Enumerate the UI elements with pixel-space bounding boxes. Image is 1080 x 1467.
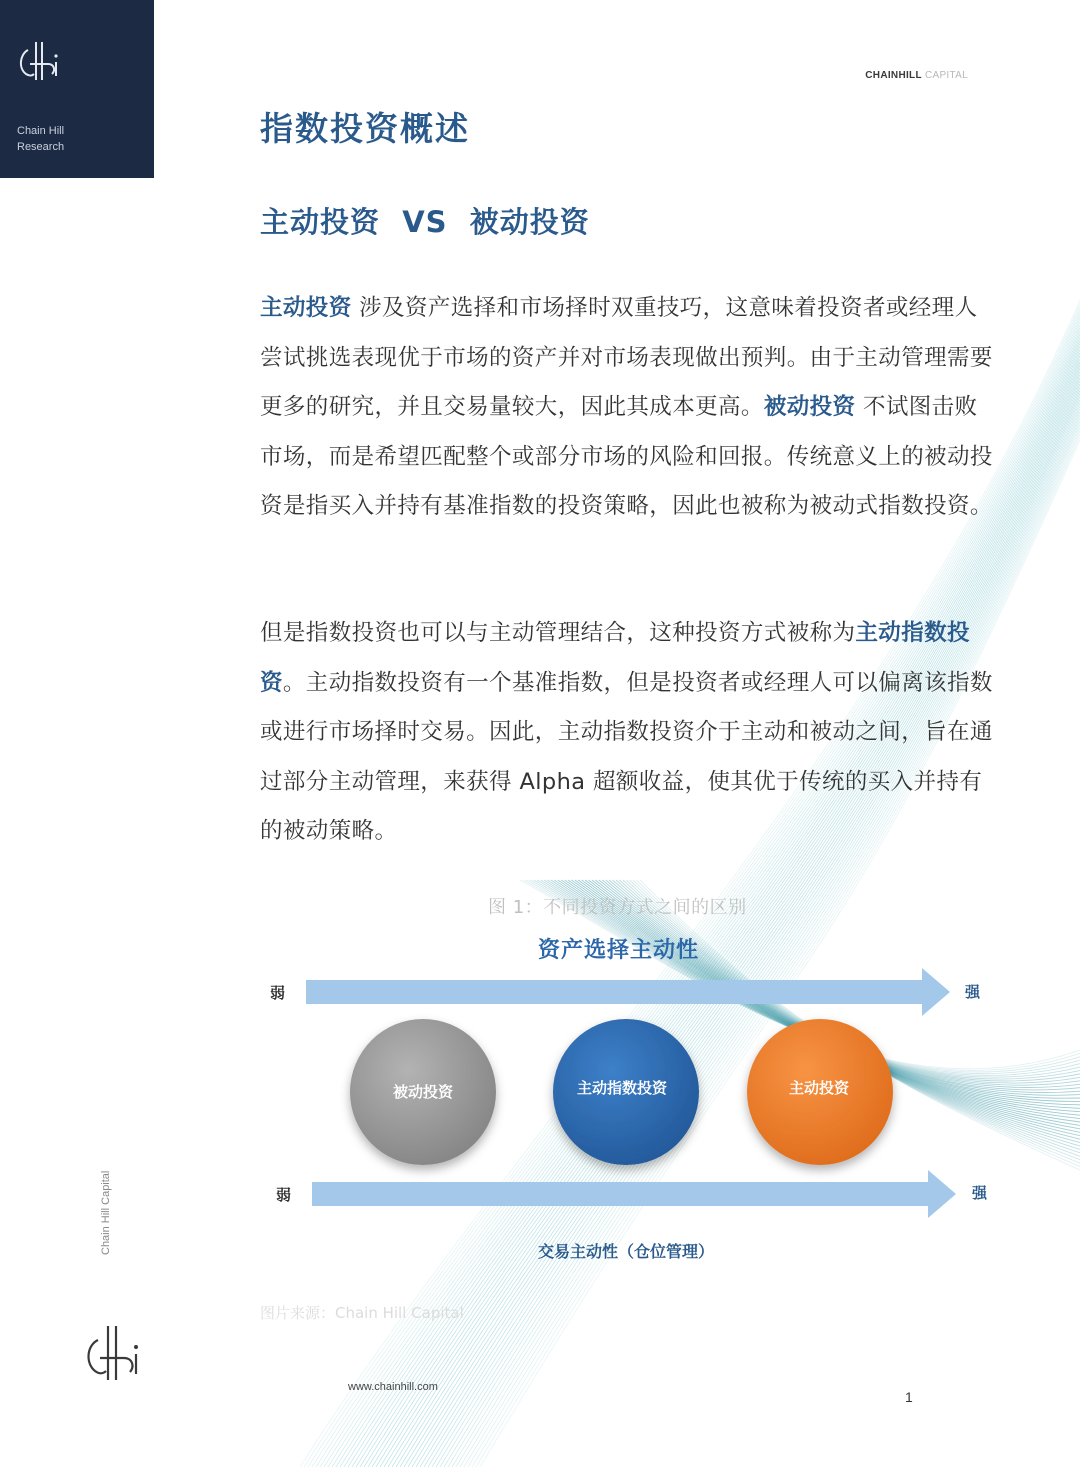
background-wave-line (432, 403, 1080, 1467)
keyword-active-index-investing: 主动指数投资 (260, 620, 970, 696)
page-title: 指数投资概述 (260, 109, 470, 148)
background-wave-line (404, 381, 1080, 1467)
background-wave-line (420, 393, 1080, 1467)
background-wave-line (408, 384, 1080, 1467)
background-wave-line (436, 406, 1080, 1467)
header-brand (865, 70, 968, 81)
figure-source: 图片来源：Chain Hill Capital (260, 1304, 464, 1322)
paragraph-active-vs-passive (260, 284, 1000, 532)
circle-label-active-index: 主动指数投资 (576, 1079, 668, 1097)
circle-active (747, 1019, 893, 1165)
background-wave-line (428, 400, 1080, 1467)
paragraph2-text1: 但是指数投资也可以与主动管理结合，这种投资方式被称为 (260, 620, 856, 646)
keyword-active-investing: 主动投资 (260, 295, 352, 321)
sidebar-brand-line1: Chain Hill (17, 125, 65, 137)
background-wave-line (412, 387, 1080, 1467)
bottom-arrow (312, 1170, 956, 1218)
header-brand-strong: CHAINHILL (865, 70, 922, 81)
side-vertical-brand: Chain Hill Capital (100, 1170, 112, 1255)
paragraph1-text2: 不试图击败市场，而是希望匹配整个或部分市场的风险和回报。传统意义上的被动投资是指买入并持有基准指数的投资策略，因此也被称为被动式指数投资。 (260, 394, 993, 519)
figure-top-axis-title: 资产选择主动性 (538, 938, 700, 963)
background-wave-line (392, 372, 1080, 1467)
circle-active-index (553, 1019, 699, 1165)
top-strong-label: 强 (965, 983, 981, 1001)
background-wave-line (424, 396, 1080, 1467)
page-number: 1 (905, 1389, 913, 1405)
background-wave-line (400, 378, 1080, 1467)
chain-hill-logo-icon (14, 36, 66, 88)
footer-logo-icon (78, 1318, 150, 1390)
figure-caption: 图 1：不同投资方式之间的区别 (488, 897, 747, 918)
background-wave-line (396, 375, 1080, 1467)
bottom-weak-label: 弱 (276, 1186, 292, 1204)
bottom-strong-label: 强 (972, 1184, 988, 1202)
keyword-passive-investing: 被动投资 (763, 394, 856, 420)
paragraph1-text1: 涉及资产选择和市场择时双重技巧，这意味着投资者或经理人尝试挑选表现优于市场的资产并对市场表现做出预判。由于主动管理需要更多的研究，并且交易量较大，因此其成本更高。 (260, 295, 993, 420)
top-weak-label: 弱 (270, 984, 286, 1002)
paragraph-active-index (260, 609, 1000, 857)
footer-website: www.chainhill.com (348, 1381, 438, 1393)
circle-passive (350, 1019, 496, 1165)
top-arrow (306, 968, 950, 1016)
investment-spectrum-diagram (250, 960, 1010, 1240)
sidebar-brand-line2: Research (17, 141, 65, 153)
paragraph2-text2: 。主动指数投资有一个基准指数，但是投资者或经理人可以偏离该指数或进行市场择时交易。因此，主动指数投资介于主动和被动之间，旨在通过部分主动管理，来获得 Alpha 超额收益，使其优于传统的买入并持有的被动策略。 (260, 669, 993, 844)
header-brand-light: CAPITAL (921, 70, 968, 81)
background-wave-line (416, 390, 1080, 1467)
figure-bottom-axis-title: 交易主动性（仓位管理） (538, 1242, 715, 1261)
sidebar-brand-text (17, 123, 64, 155)
brand-block (0, 0, 154, 178)
circle-label-active: 主动投资 (788, 1079, 850, 1097)
background-wave-line (440, 409, 1080, 1467)
section-title: 主动投资 VS 被动投资 (260, 205, 590, 239)
circle-label-passive: 被动投资 (392, 1083, 454, 1101)
